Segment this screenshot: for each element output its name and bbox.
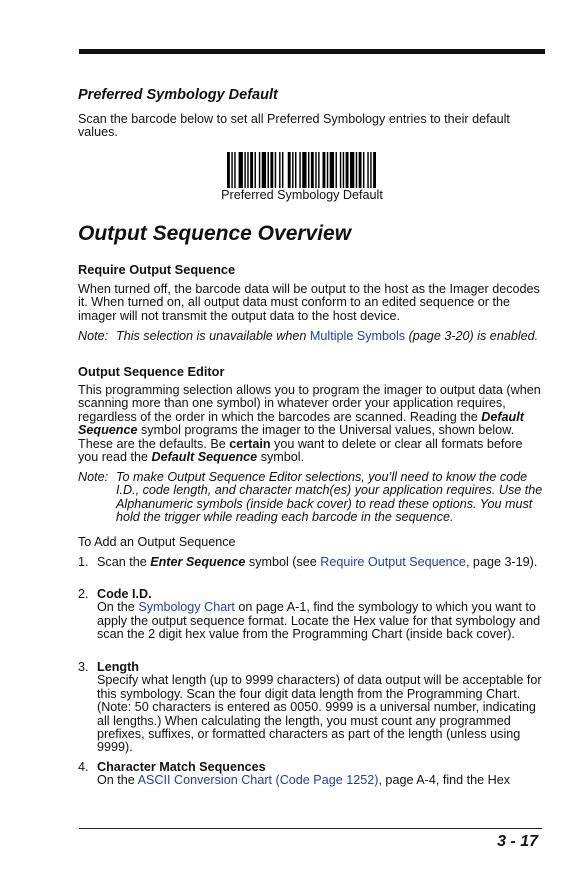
step-number: 4. [78,760,89,774]
require-output-sequence-link[interactable]: Require Output Sequence [320,555,466,569]
step-text: Specify what length (up to 9999 characters) of data output will be acceptable for this symbology. Scan the four digit data length from the Programming Chart. (Note: 50 characters is entered as 0050. 9999 is a universal number, indicating all lengths.) When calculating the length, you must count any programmed prefixes, suffixes, or formatted characters as part of the length (unless using 9999). [97,673,542,755]
certain-term: certain [229,436,271,451]
multiple-symbols-link[interactable]: Multiple Symbols [309,329,406,343]
step-1: 1. Scan the Enter Sequence symbol (see Require Output Sequence, page 3-19). [78,555,538,569]
default-sequence-term: Default Sequence [78,409,524,438]
page-title: Output Sequence Overview [78,222,352,245]
step-3 [78,661,546,755]
step-2: 2. Code I.D. On the Symbology Chart on page A-1, find the symbology to which you want to apply the output sequence format. Locate the Hex value for that symbology and scan the 2 digit hex value from the Programming Chart (inside back cover). [78,588,546,642]
step-title: Length [97,660,139,674]
note-output-sequence-editor [78,471,546,525]
header-rule [79,49,545,54]
require-output-sequence-text: When turned off, the barcode data will be output to the host as the Imager decodes it. When turned on, all output data must conform to an edited sequence or the imager will not transmit the output data to the host device. [78,282,540,323]
step-title: Character Match Sequences [97,760,266,774]
add-output-sequence-label: To Add an Output Sequence [78,535,236,549]
note-label: Note: [78,470,109,484]
preferred-default-text: Scan the barcode below to set all Preferred Symbology entries to their default values. [78,112,510,140]
step-4: 4. Character Match Sequences On the ASCII Conversion Chart (Code Page 1252), page A-4, find the Hex [78,761,546,788]
section-heading-preferred-symbology-default: Preferred Symbology Default [78,87,278,103]
require-output-sequence-heading: Require Output Sequence [78,262,236,277]
step-title: Code I.D. [97,587,152,601]
note-text: This selection is unavailable when [116,329,310,343]
output-sequence-editor-text: This programming selection allows you to program the imager to output data (when scanning more than one symbol) in whatever order your application requires, regardless of the order in which the barcodes are scanned. Reading the Default Sequence symbol programs the imager to the Universal values, shown below. These are the defaults. Be certain you want to delete or clear all formats before you read the Default Sequence symbol. [78,383,541,465]
preferred-symbology-default-barcode[interactable] [227,152,376,188]
footer-rule [79,828,542,829]
output-sequence-editor-heading: Output Sequence Editor [78,364,225,379]
default-sequence-term: Default Sequence [151,450,258,465]
barcode-caption: Preferred Symbology Default [221,188,383,202]
note-label: Note: [78,329,109,343]
page-number: 3 - 17 [497,833,538,850]
step-number: 2. [78,587,89,601]
enter-sequence-term: Enter Sequence [150,555,246,569]
symbology-chart-link[interactable]: Symbology Chart [138,600,235,615]
note-multiple-symbols [78,330,546,343]
step-number: 1. [78,555,89,569]
note-text: (page 3-20) is enabled. [405,329,539,343]
note-text: To make Output Sequence Editor selections, you’ll need to know the code I.D., code length, and character match(es) your application requires. Use the Alphanumeric symbols (inside back cover) to read these options. You must hold the trigger while reading each barcode in the sequence. [116,470,543,525]
ascii-conversion-chart-link[interactable]: ASCII Conversion Chart (Code Page 1252) [137,773,379,788]
step-number: 3. [78,660,89,674]
